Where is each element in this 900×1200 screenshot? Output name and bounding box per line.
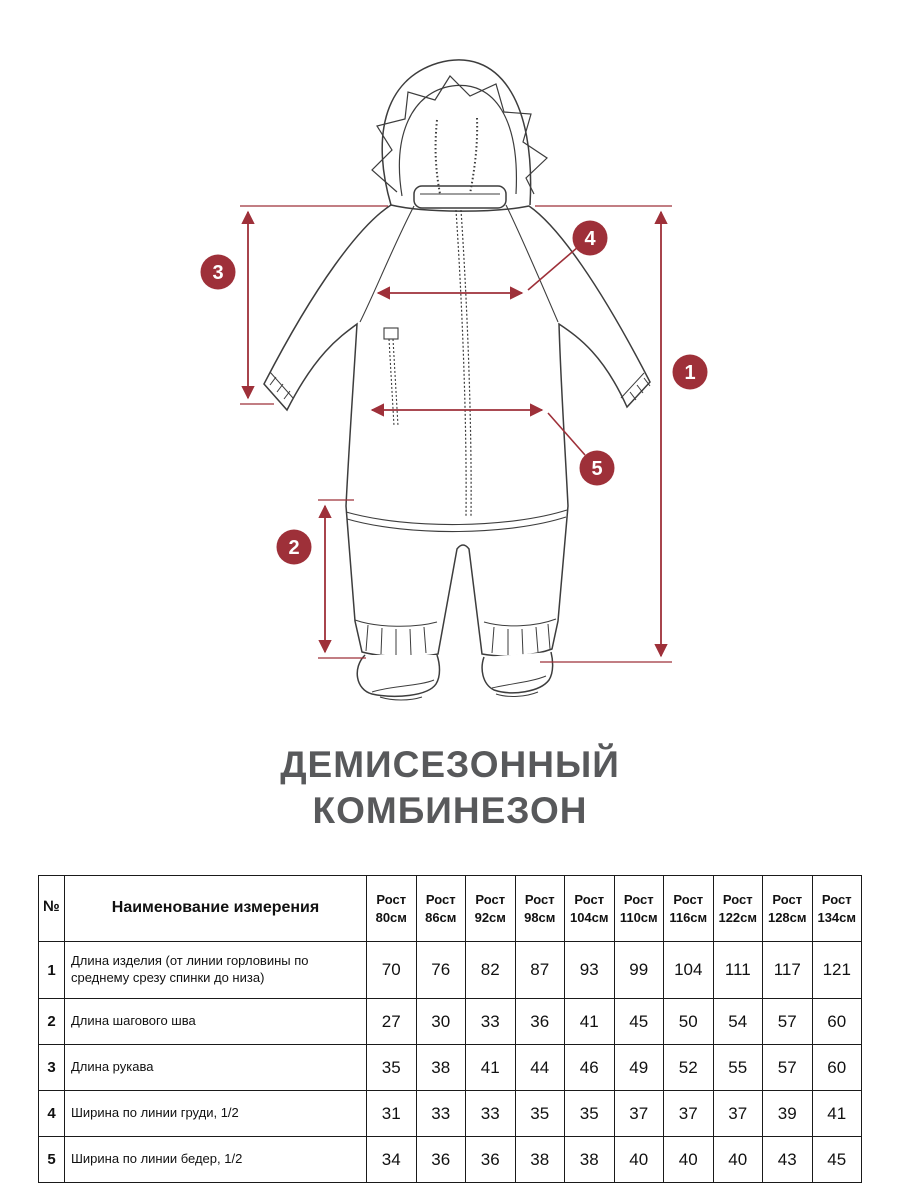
left-bootie <box>357 655 439 696</box>
right-bootie <box>482 652 553 693</box>
measurement-value: 52 <box>664 1045 714 1091</box>
marker-label-2: 2 <box>288 537 300 559</box>
measurement-value: 41 <box>812 1091 862 1137</box>
measurement-value: 33 <box>416 1091 466 1137</box>
measurement-value: 35 <box>367 1045 417 1091</box>
measurement-value: 37 <box>664 1091 714 1137</box>
size-column-header: Рост 134см <box>812 876 862 942</box>
size-table <box>38 875 862 1183</box>
measurement-value: 46 <box>565 1045 615 1091</box>
title-line-2: КОМБИНЕЗОН <box>312 790 588 832</box>
measurement-value: 36 <box>416 1137 466 1183</box>
measurement-value: 38 <box>515 1137 565 1183</box>
measurement-value: 99 <box>614 942 664 999</box>
measurement-value: 45 <box>614 999 664 1045</box>
measurement-value: 60 <box>812 999 862 1045</box>
measurement-value: 87 <box>515 942 565 999</box>
measurement-value: 41 <box>565 999 615 1045</box>
measurement-value: 40 <box>713 1137 763 1183</box>
measurement-value: 76 <box>416 942 466 999</box>
measurement-name: Ширина по линии груди, 1/2 <box>65 1091 367 1137</box>
measurement-value: 38 <box>565 1137 615 1183</box>
measurement-value: 50 <box>664 999 714 1045</box>
size-column-header: Рост 92см <box>466 876 516 942</box>
page-title <box>0 742 900 835</box>
measurement-value: 33 <box>466 1091 516 1137</box>
left-bootie-strap <box>380 697 422 700</box>
marker-label-1: 1 <box>684 362 696 384</box>
measurement-name: Длина рукава <box>65 1045 367 1091</box>
measurement-value: 30 <box>416 999 466 1045</box>
garment-outline <box>264 60 650 700</box>
measurement-value: 93 <box>565 942 615 999</box>
size-column-header: Рост 98см <box>515 876 565 942</box>
measurement-row <box>39 942 862 999</box>
row-number: 5 <box>39 1137 65 1183</box>
measurement-value: 36 <box>466 1137 516 1183</box>
measurement-row <box>39 1137 862 1183</box>
measurement-value: 54 <box>713 999 763 1045</box>
measurement-row <box>39 1091 862 1137</box>
measurement-row <box>39 999 862 1045</box>
measurement-name: Ширина по линии бедер, 1/2 <box>65 1137 367 1183</box>
measurement-value: 45 <box>812 1137 862 1183</box>
measurement-value: 117 <box>763 942 813 999</box>
measurement-value: 27 <box>367 999 417 1045</box>
name-column-header: Наименование измерения <box>65 876 367 942</box>
collar <box>414 186 506 208</box>
row-number: 4 <box>39 1091 65 1137</box>
measurement-value: 38 <box>416 1045 466 1091</box>
measurement-value: 34 <box>367 1137 417 1183</box>
measurement-value: 82 <box>466 942 516 999</box>
size-column-header: Рост 128см <box>763 876 813 942</box>
measurement-value: 33 <box>466 999 516 1045</box>
measurement-value: 60 <box>812 1045 862 1091</box>
measurement-value: 57 <box>763 1045 813 1091</box>
row-number: 2 <box>39 999 65 1045</box>
number-column-header: № <box>39 876 65 942</box>
table-header-row <box>39 876 862 942</box>
measurement-value: 35 <box>565 1091 615 1137</box>
measurement-value: 44 <box>515 1045 565 1091</box>
measurement-value: 35 <box>515 1091 565 1137</box>
measurement-value: 37 <box>614 1091 664 1137</box>
measurement-name: Длина шагового шва <box>65 999 367 1045</box>
measurement-value: 70 <box>367 942 417 999</box>
measurement-value: 104 <box>664 942 714 999</box>
size-column-header: Рост 86см <box>416 876 466 942</box>
measurement-value: 43 <box>763 1137 813 1183</box>
measurement-value: 40 <box>664 1137 714 1183</box>
size-column-header: Рост 116см <box>664 876 714 942</box>
measurement-value: 40 <box>614 1137 664 1183</box>
size-column-header: Рост 104см <box>565 876 615 942</box>
measurement-value: 49 <box>614 1045 664 1091</box>
measurement-value: 57 <box>763 999 813 1045</box>
measurement-name: Длина изделия (от линии горловины по среднему срезу спинки до низа) <box>65 942 367 999</box>
size-column-header: Рост 122см <box>713 876 763 942</box>
row-number: 3 <box>39 1045 65 1091</box>
measurement-value: 55 <box>713 1045 763 1091</box>
measurement-value: 41 <box>466 1045 516 1091</box>
measurement-value: 121 <box>812 942 862 999</box>
measurement-value: 37 <box>713 1091 763 1137</box>
measurement-value: 36 <box>515 999 565 1045</box>
measurement-value: 31 <box>367 1091 417 1137</box>
measurement-row <box>39 1045 862 1091</box>
title-line-1: ДЕМИСЕЗОННЫЙ <box>280 744 620 785</box>
marker-label-3: 3 <box>212 262 224 284</box>
body-outline <box>264 205 650 657</box>
size-column-header: Рост 110см <box>614 876 664 942</box>
marker-label-4: 4 <box>584 228 596 250</box>
marker-label-5: 5 <box>591 458 603 480</box>
row-number: 1 <box>39 942 65 999</box>
measurement-value: 39 <box>763 1091 813 1137</box>
measurement-value: 111 <box>713 942 763 999</box>
size-column-header: Рост 80см <box>367 876 417 942</box>
